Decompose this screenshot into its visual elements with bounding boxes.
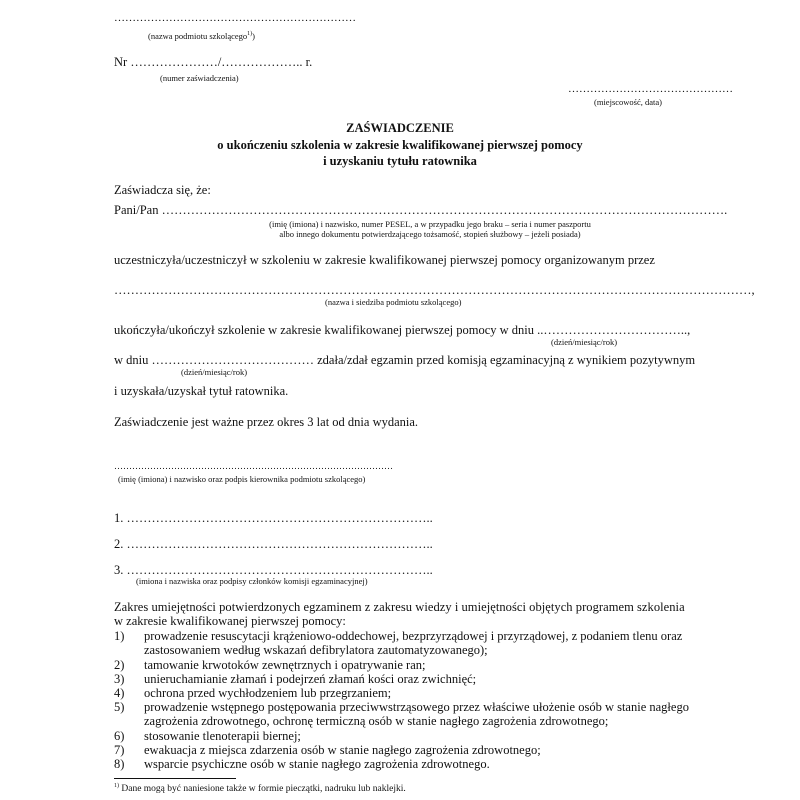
list-item-number: 2) xyxy=(114,658,125,672)
list-item-text: tamowanie krwotoków zewnętrznych i opatrywanie ran; xyxy=(144,658,426,672)
certifies-text: Zaświadcza się, że: xyxy=(114,183,211,197)
exam-line: w dniu ………………………………… zdała/zdał egzamin przed komisją egzaminacyjną z wynikiem pozytywnym xyxy=(114,353,696,367)
document-subtitle-2: i uzyskaniu tytułu ratownika xyxy=(323,154,477,168)
list-item-text: ochrona przed wychłodzeniem lub przegrzaniem; xyxy=(144,686,392,700)
head-signature-dotted-line: ………………………………………………………………………………… xyxy=(114,461,393,471)
certificate-number-line: Nr …………………/……………….. r. xyxy=(114,55,313,69)
exam-date-label: (dzień/miesiąc/rok) xyxy=(181,367,248,377)
entity-name-label-text: (nazwa podmiotu szkolącego xyxy=(148,31,248,41)
entity-name-dotted-line: ………………………………………………………… xyxy=(114,12,356,24)
footnote-text: Dane mogą być naniesione także w formie pieczątki, nadruku lub naklejki. xyxy=(119,784,406,795)
title-obtained-line: i uzyskała/uzyskał tytuł ratownika. xyxy=(114,384,289,398)
entity-name-label-end: ) xyxy=(252,31,255,41)
entity-name-label xyxy=(148,31,255,41)
list-item-text: ewakuacja z miejsca zdarzenia osób w stanie nagłego zagrożenia zdrowotnego; xyxy=(144,743,541,757)
footnote xyxy=(114,783,406,794)
list-item-number: 7) xyxy=(114,743,125,757)
list-item-number: 3) xyxy=(114,672,125,686)
footnote-separator xyxy=(114,778,236,779)
scope-list-item xyxy=(114,743,541,758)
list-item-number: 8) xyxy=(114,757,125,771)
place-date-dotted-line: ……………………………………… xyxy=(568,83,733,95)
scope-list-item xyxy=(114,658,426,673)
scope-list-item xyxy=(114,757,490,772)
list-item-text: prowadzenie resuscytacji krążeniowo-oddechowej, bezprzyrządowej i przyrządowej, z podaniem tlenu oraz xyxy=(144,629,683,643)
footnote-marker: 1) xyxy=(114,783,119,789)
list-item-text: unieruchamianie złamań i podejrzeń złamań kości oraz zwichnięć; xyxy=(144,672,477,686)
head-signature-label: (imię (imiona) i nazwisko oraz podpis kierownika podmiotu szkolącego) xyxy=(118,474,366,484)
scope-list-item xyxy=(114,686,391,701)
commission-member-2: 2. ……………………………………………………………….. xyxy=(114,537,433,551)
scope-list-item xyxy=(114,700,689,715)
commission-member-3: 3. ……………………………………………………………….. xyxy=(114,563,433,577)
person-label-1: (imię (imiona) i nazwisko, numer PESEL, a w przypadku jego braku – seria i numer paszportu xyxy=(269,219,591,229)
scope-list-item xyxy=(114,729,301,744)
participant-line: uczestniczyła/uczestniczył w szkoleniu w zakresie kwalifikowanej pierwszej pomocy organizowanym przez xyxy=(114,253,655,267)
list-item-number: 4) xyxy=(114,686,125,700)
scope-intro-1: Zakres umiejętności potwierdzonych egzaminem z zakresu wiedzy i umiejętności objętych programem szkolenia xyxy=(114,600,685,614)
scope-list-item-continuation: zastosowaniem według wskazań defibrylatora zautomatyzowanego); xyxy=(144,643,488,657)
list-item-number: 5) xyxy=(114,700,125,714)
list-item-number: 1) xyxy=(114,629,125,643)
person-line: Pani/Pan ………………………………………………………………………………………………………………………. xyxy=(114,203,728,217)
commission-member-1: 1. ……………………………………………………………….. xyxy=(114,511,433,525)
completion-date-label: (dzień/miesiąc/rok) xyxy=(551,337,618,347)
commission-members-label: (imiona i nazwiska oraz podpisy członków komisji egzaminacyjnej) xyxy=(136,576,368,586)
place-date-label: (miejscowość, data) xyxy=(594,97,662,107)
person-label-2: albo innego dokumentu potwierdzającego tożsamość, stopień służbowy – jeżeli posiada) xyxy=(279,229,581,239)
list-item-text: wsparcie psychiczne osób w stanie nagłego zagrożenia zdrowotnego. xyxy=(144,757,490,771)
completion-line: ukończyła/ukończył szkolenie w zakresie kwalifikowanej pierwszej pomocy w dniu ..…………………………….., xyxy=(114,323,691,337)
footnote-ref: 1) xyxy=(247,31,253,38)
validity-line: Zaświadczenie jest ważne przez okres 3 lat od dnia wydania. xyxy=(114,415,419,429)
list-item-text: stosowanie tlenoterapii biernej; xyxy=(144,729,301,743)
certificate-number-label: (numer zaświadczenia) xyxy=(160,73,239,83)
scope-list-item xyxy=(114,672,476,687)
document-subtitle-1: o ukończeniu szkolenia w zakresie kwalifikowanej pierwszej pomocy xyxy=(217,138,583,152)
list-item-text: prowadzenie wstępnego postępowania przeciwwstrząsowego przez właściwe ułożenie osób w stanie nagłego xyxy=(144,700,689,714)
organizer-label: (nazwa i siedziba podmiotu szkolącego) xyxy=(325,297,462,307)
scope-list-item-continuation: zagrożenia zdrowotnego, ochronę termiczną osób w stanie nagłego zagrożenia zdrowotnego; xyxy=(144,714,609,728)
organizer-dotted-line: ………………………………………………………………………………………………………………………………………, xyxy=(114,283,755,297)
scope-list-item xyxy=(114,629,682,644)
list-item-number: 6) xyxy=(114,729,125,743)
scope-intro-2: w zakresie kwalifikowanej pierwszej pomocy: xyxy=(114,614,346,628)
document-title: ZAŚWIADCZENIE xyxy=(346,121,454,135)
